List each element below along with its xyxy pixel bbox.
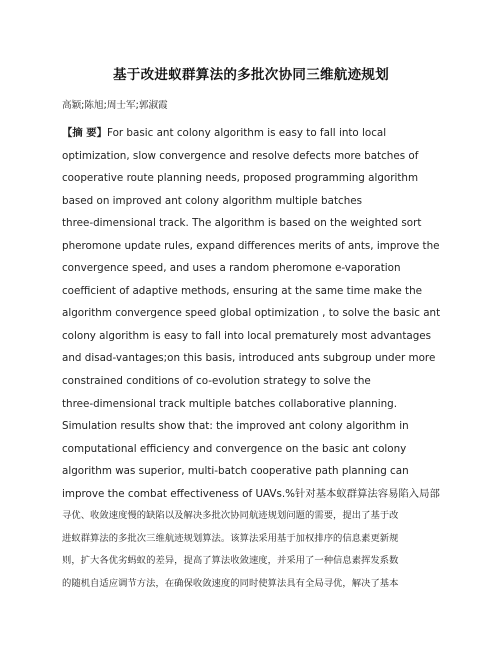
abstract-line-chinese: 进蚁群算法的多批次三维航迹规划算法。该算法采用基于加权排序的信息素更新规	[62, 532, 399, 544]
abstract-line: Simulation results show that: the improved ant colony algorithm in	[62, 420, 409, 433]
abstract-line: three-dimensional track multiple batches collaborative planning.	[62, 397, 398, 410]
abstract-line-chinese: 则，扩大各优劣蚂蚁的差异，提高了算法收敛速度，并采用了一种信息素挥发系数	[62, 555, 399, 567]
abstract-line: colony algorithm is easy to fall into local prematurely most advantages	[62, 329, 432, 342]
author-list: 高颖;陈旭;周士军;郭淑霞	[62, 100, 168, 111]
abstract-line: computational efficiency and convergence on the basic ant colony	[62, 442, 407, 455]
abstract-line: pheromone update rules, expand differences merits of ants, improve the	[62, 239, 440, 252]
abstract-line: and disad-vantages;on this basis, introduced ants subgroup under more	[62, 352, 436, 365]
abstract-line: three-dimensional track. The algorithm is based on the weighted sort	[62, 217, 422, 230]
abstract-line: cooperative route planning needs, proposed programming algorithm	[62, 172, 419, 185]
abstract-line-chinese: 寻优、收敛速度慢的缺陷以及解决多批次协同航迹规划问题的需要，提出了基于改	[62, 510, 399, 522]
abstract-body	[62, 122, 442, 595]
abstract-line-text: For basic ant colony algorithm is easy to fall into local	[106, 127, 387, 139]
abstract-line: optimization, slow convergence and resolve defects more batches of	[62, 149, 419, 162]
abstract-line: improve the combat effectiveness of UAVs.%针对基本蚁群算法容易陷入局部	[62, 487, 440, 500]
abstract-line: algorithm convergence speed global optimization , to solve the basic ant	[62, 307, 441, 320]
abstract-line: based on improved ant colony algorithm multiple batches	[62, 194, 363, 207]
abstract-line: algorithm was superior, multi-batch cooperative path planning can	[62, 465, 409, 478]
abstract-line: convergence speed, and uses a random pheromone e-vaporation	[62, 262, 401, 275]
abstract-line: constrained conditions of co-evolution strategy to solve the	[62, 375, 371, 388]
abstract-line-chinese: 的随机自适应调节方法，在确保收敛速度的同时使算法具有全局寻优，解决了基本	[62, 577, 399, 589]
abstract-line-1	[62, 122, 442, 145]
abstract-label: 【摘 要】	[62, 127, 107, 139]
paper-title: 基于改进蚁群算法的多批次协同三维航迹规划	[113, 67, 389, 83]
abstract-line: coefficient of adaptive methods, ensuring at the same time make the	[62, 284, 423, 297]
